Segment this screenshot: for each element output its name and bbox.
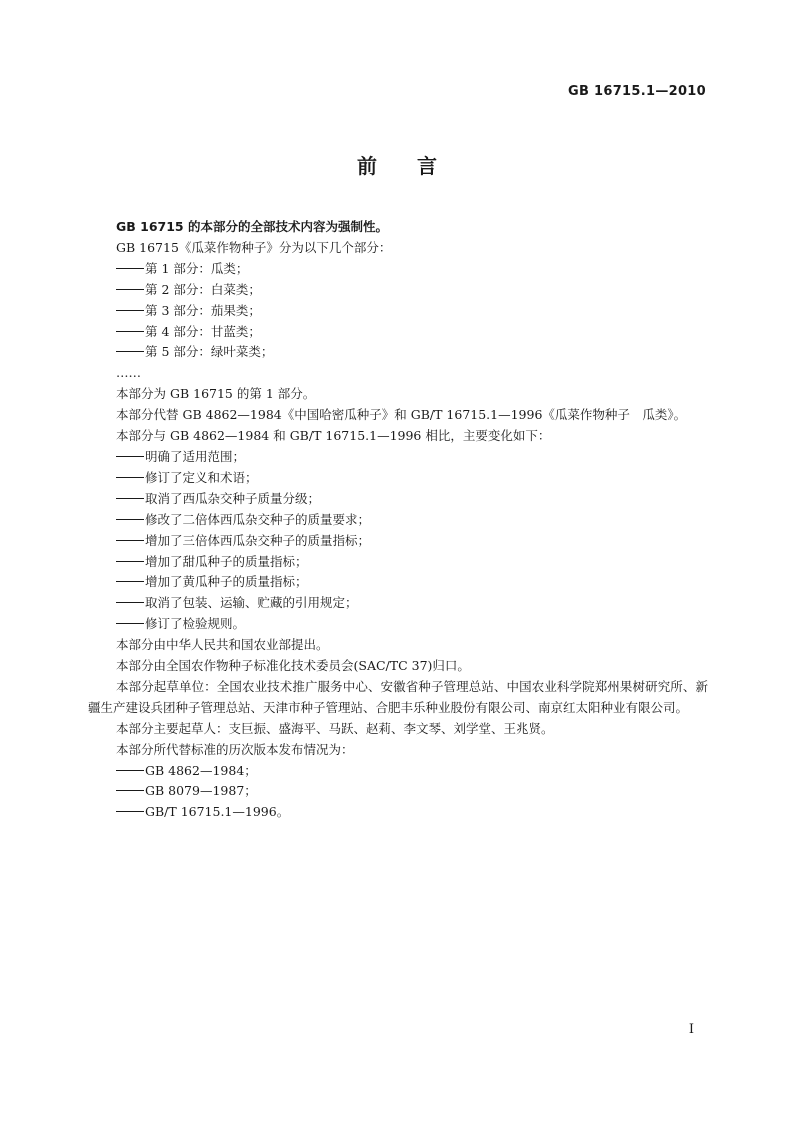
dash-mark <box>116 790 144 791</box>
dash-mark <box>116 770 144 771</box>
history-intro: 本部分所代替标准的历次版本发布情况为： <box>116 741 354 757</box>
centralized-by: 本部分由全国农作物种子标准化技术委员会(SAC/TC 37)归口。 <box>116 658 470 674</box>
list-item-part-4: 第 4 部分：甘蓝类； <box>88 322 708 343</box>
replacement-statement: 本部分代替 GB 4862—1984《中国哈密瓜种子》和 GB/T 16715.1—1996《瓜菜作物种子 瓜类》。 <box>116 407 687 423</box>
mandatory-statement: GB 16715 的本部分的全部技术内容为强制性。 <box>116 219 388 234</box>
list-item-change: 修改了二倍体西瓜杂交种子的质量要求； <box>88 510 708 531</box>
list-item-part-1: 第 1 部分：瓜类； <box>88 259 708 280</box>
dash-mark <box>116 268 144 269</box>
list-item-history: GB 4862—1984； <box>88 761 708 782</box>
list-item-change: 明确了适用范围； <box>88 447 708 468</box>
dash-mark <box>116 498 144 499</box>
list-item-change: 修订了检验规则。 <box>88 614 708 635</box>
list-item-change: 修订了定义和术语； <box>88 468 708 489</box>
dash-mark <box>116 331 144 332</box>
list-item-change: 增加了甜瓜种子的质量指标； <box>88 552 708 573</box>
dash-mark <box>116 581 144 582</box>
ellipsis: …… <box>116 365 141 381</box>
dash-mark <box>116 310 144 311</box>
dash-mark <box>116 540 144 541</box>
part-statement: 本部分为 GB 16715 的第 1 部分。 <box>116 386 316 402</box>
dash-mark <box>116 289 144 290</box>
dash-mark <box>116 811 144 812</box>
drafting-units: 本部分起草单位：全国农业技术推广服务中心、安徽省种子管理总站、中国农业科学院郑州果树研究所、新疆生产建设兵团种子管理总站、天津市种子管理站、合肥丰乐种业股份有限公司、南京红太阳种业有限公司。 <box>88 678 708 715</box>
list-item-change: 取消了包装、运输、贮藏的引用规定； <box>88 593 708 614</box>
list-item-history: GB 8079—1987； <box>88 781 708 802</box>
standard-code: GB 16715.1—2010 <box>568 84 706 99</box>
page-title: 前言 <box>357 154 477 178</box>
page-number: I <box>688 1022 694 1037</box>
list-item-change: 取消了西瓜杂交种子质量分级； <box>88 489 708 510</box>
main-drafters: 本部分主要起草人：支巨振、盛海平、马跃、赵莉、李文琴、刘学堂、王兆贤。 <box>116 720 554 736</box>
document-body <box>88 217 708 823</box>
list-item-change: 增加了黄瓜种子的质量指标； <box>88 572 708 593</box>
list-item-change: 增加了三倍体西瓜杂交种子的质量指标； <box>88 531 708 552</box>
parts-intro: GB 16715《瓜菜作物种子》分为以下几个部分： <box>116 239 392 255</box>
dash-mark <box>116 456 144 457</box>
list-item-part-3: 第 3 部分：茄果类； <box>88 301 708 322</box>
list-item-part-2: 第 2 部分：白菜类； <box>88 280 708 301</box>
list-item-part-5: 第 5 部分：绿叶菜类； <box>88 342 708 363</box>
proposed-by: 本部分由中华人民共和国农业部提出。 <box>116 637 329 653</box>
changes-intro: 本部分与 GB 4862—1984 和 GB/T 16715.1—1996 相比，主要变化如下： <box>116 428 551 444</box>
dash-mark <box>116 623 144 624</box>
list-item-history: GB/T 16715.1—1996。 <box>88 802 708 823</box>
dash-mark <box>116 519 144 520</box>
dash-mark <box>116 602 144 603</box>
dash-mark <box>116 351 144 352</box>
dash-mark <box>116 561 144 562</box>
dash-mark <box>116 477 144 478</box>
